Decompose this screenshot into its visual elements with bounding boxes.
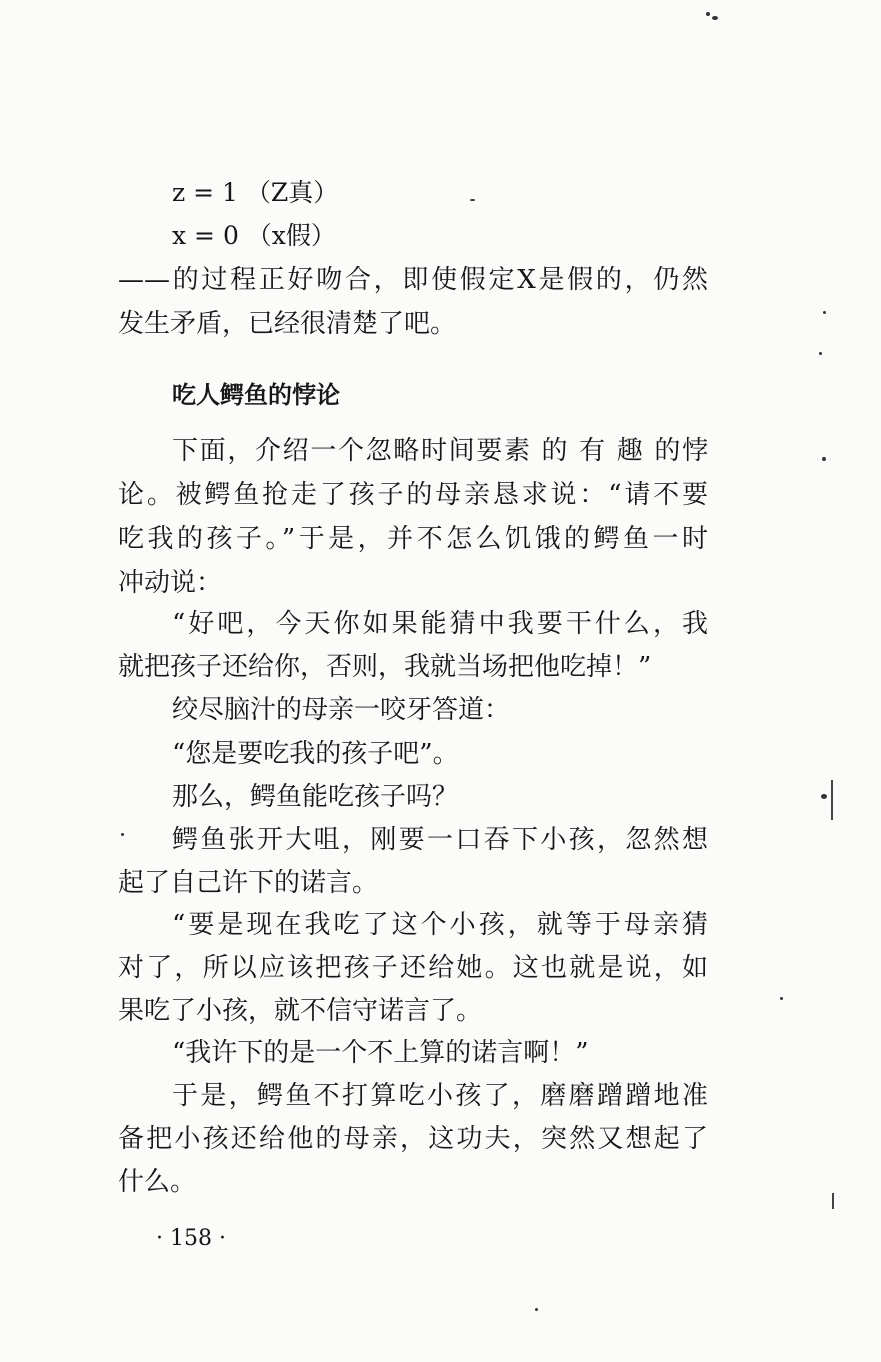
text-line: 吃我的孩子。”于是，并不怎么饥饿的鳄鱼一时 <box>118 524 708 554</box>
scan-speck <box>819 352 822 355</box>
text-line: 下面，介绍一个忽略时间要素 的 有 趣 的悖 <box>172 436 708 466</box>
text-line: “好吧，今天你如果能猜中我要干什么，我 <box>172 609 708 639</box>
section-heading: 吃人鳄鱼的悖论 <box>172 381 340 409</box>
scan-speck <box>780 997 783 1000</box>
scan-speck <box>712 16 718 20</box>
text-line: 果吃了小孩，就不信守诺言了。 <box>118 996 483 1026</box>
scan-speck <box>822 457 826 461</box>
scan-speck <box>121 833 124 836</box>
scan-mark <box>832 1193 834 1209</box>
formula-x-false: x = 0 （x假） <box>172 221 336 250</box>
text-line: 鳄鱼张开大咀，刚要一口吞下小孩，忽然想 <box>172 825 708 855</box>
scan-speck <box>470 199 475 201</box>
scan-speck <box>821 794 827 799</box>
text-line: 于是，鳄鱼不打算吃小孩了，磨磨蹭蹭地准 <box>172 1081 708 1111</box>
scan-speck <box>706 12 710 16</box>
text-line: 什么。 <box>118 1167 197 1197</box>
text-line: 就把孩子还给你，否则，我就当场把他吃掉！” <box>118 652 652 682</box>
scan-speck <box>535 1308 538 1311</box>
page-number: · 158 · <box>156 1226 226 1251</box>
text-line: “我许下的是一个不上算的诺言啊！” <box>172 1038 589 1068</box>
text-line: 冲动说： <box>118 568 223 598</box>
text-line: 起了自己许下的诺言。 <box>118 868 379 898</box>
text-line: 论。被鳄鱼抢走了孩子的母亲恳求说：“请不要 <box>118 480 708 510</box>
scan-mark <box>831 780 833 820</box>
scan-speck <box>823 311 826 314</box>
text-line: 那么，鳄鱼能吃孩子吗？ <box>172 782 459 812</box>
text-line: 绞尽脑汁的母亲一咬牙答道： <box>172 695 511 725</box>
text-line: “要是现在我吃了这个小孩，就等于母亲猜 <box>172 910 708 940</box>
text-line: 对了，所以应该把孩子还给她。这也就是说，如 <box>118 953 708 983</box>
text-line: “您是要吃我的孩子吧”。 <box>172 739 459 769</box>
text-line: ——的过程正好吻合，即使假定X是假的，仍然 <box>118 265 708 295</box>
text-line: 备把小孩还给他的母亲，这功夫，突然又想起了 <box>118 1124 708 1154</box>
formula-z-true: z = 1 （Z真） <box>172 178 339 207</box>
text-line: 发生矛盾，已经很清楚了吧。 <box>118 309 457 339</box>
